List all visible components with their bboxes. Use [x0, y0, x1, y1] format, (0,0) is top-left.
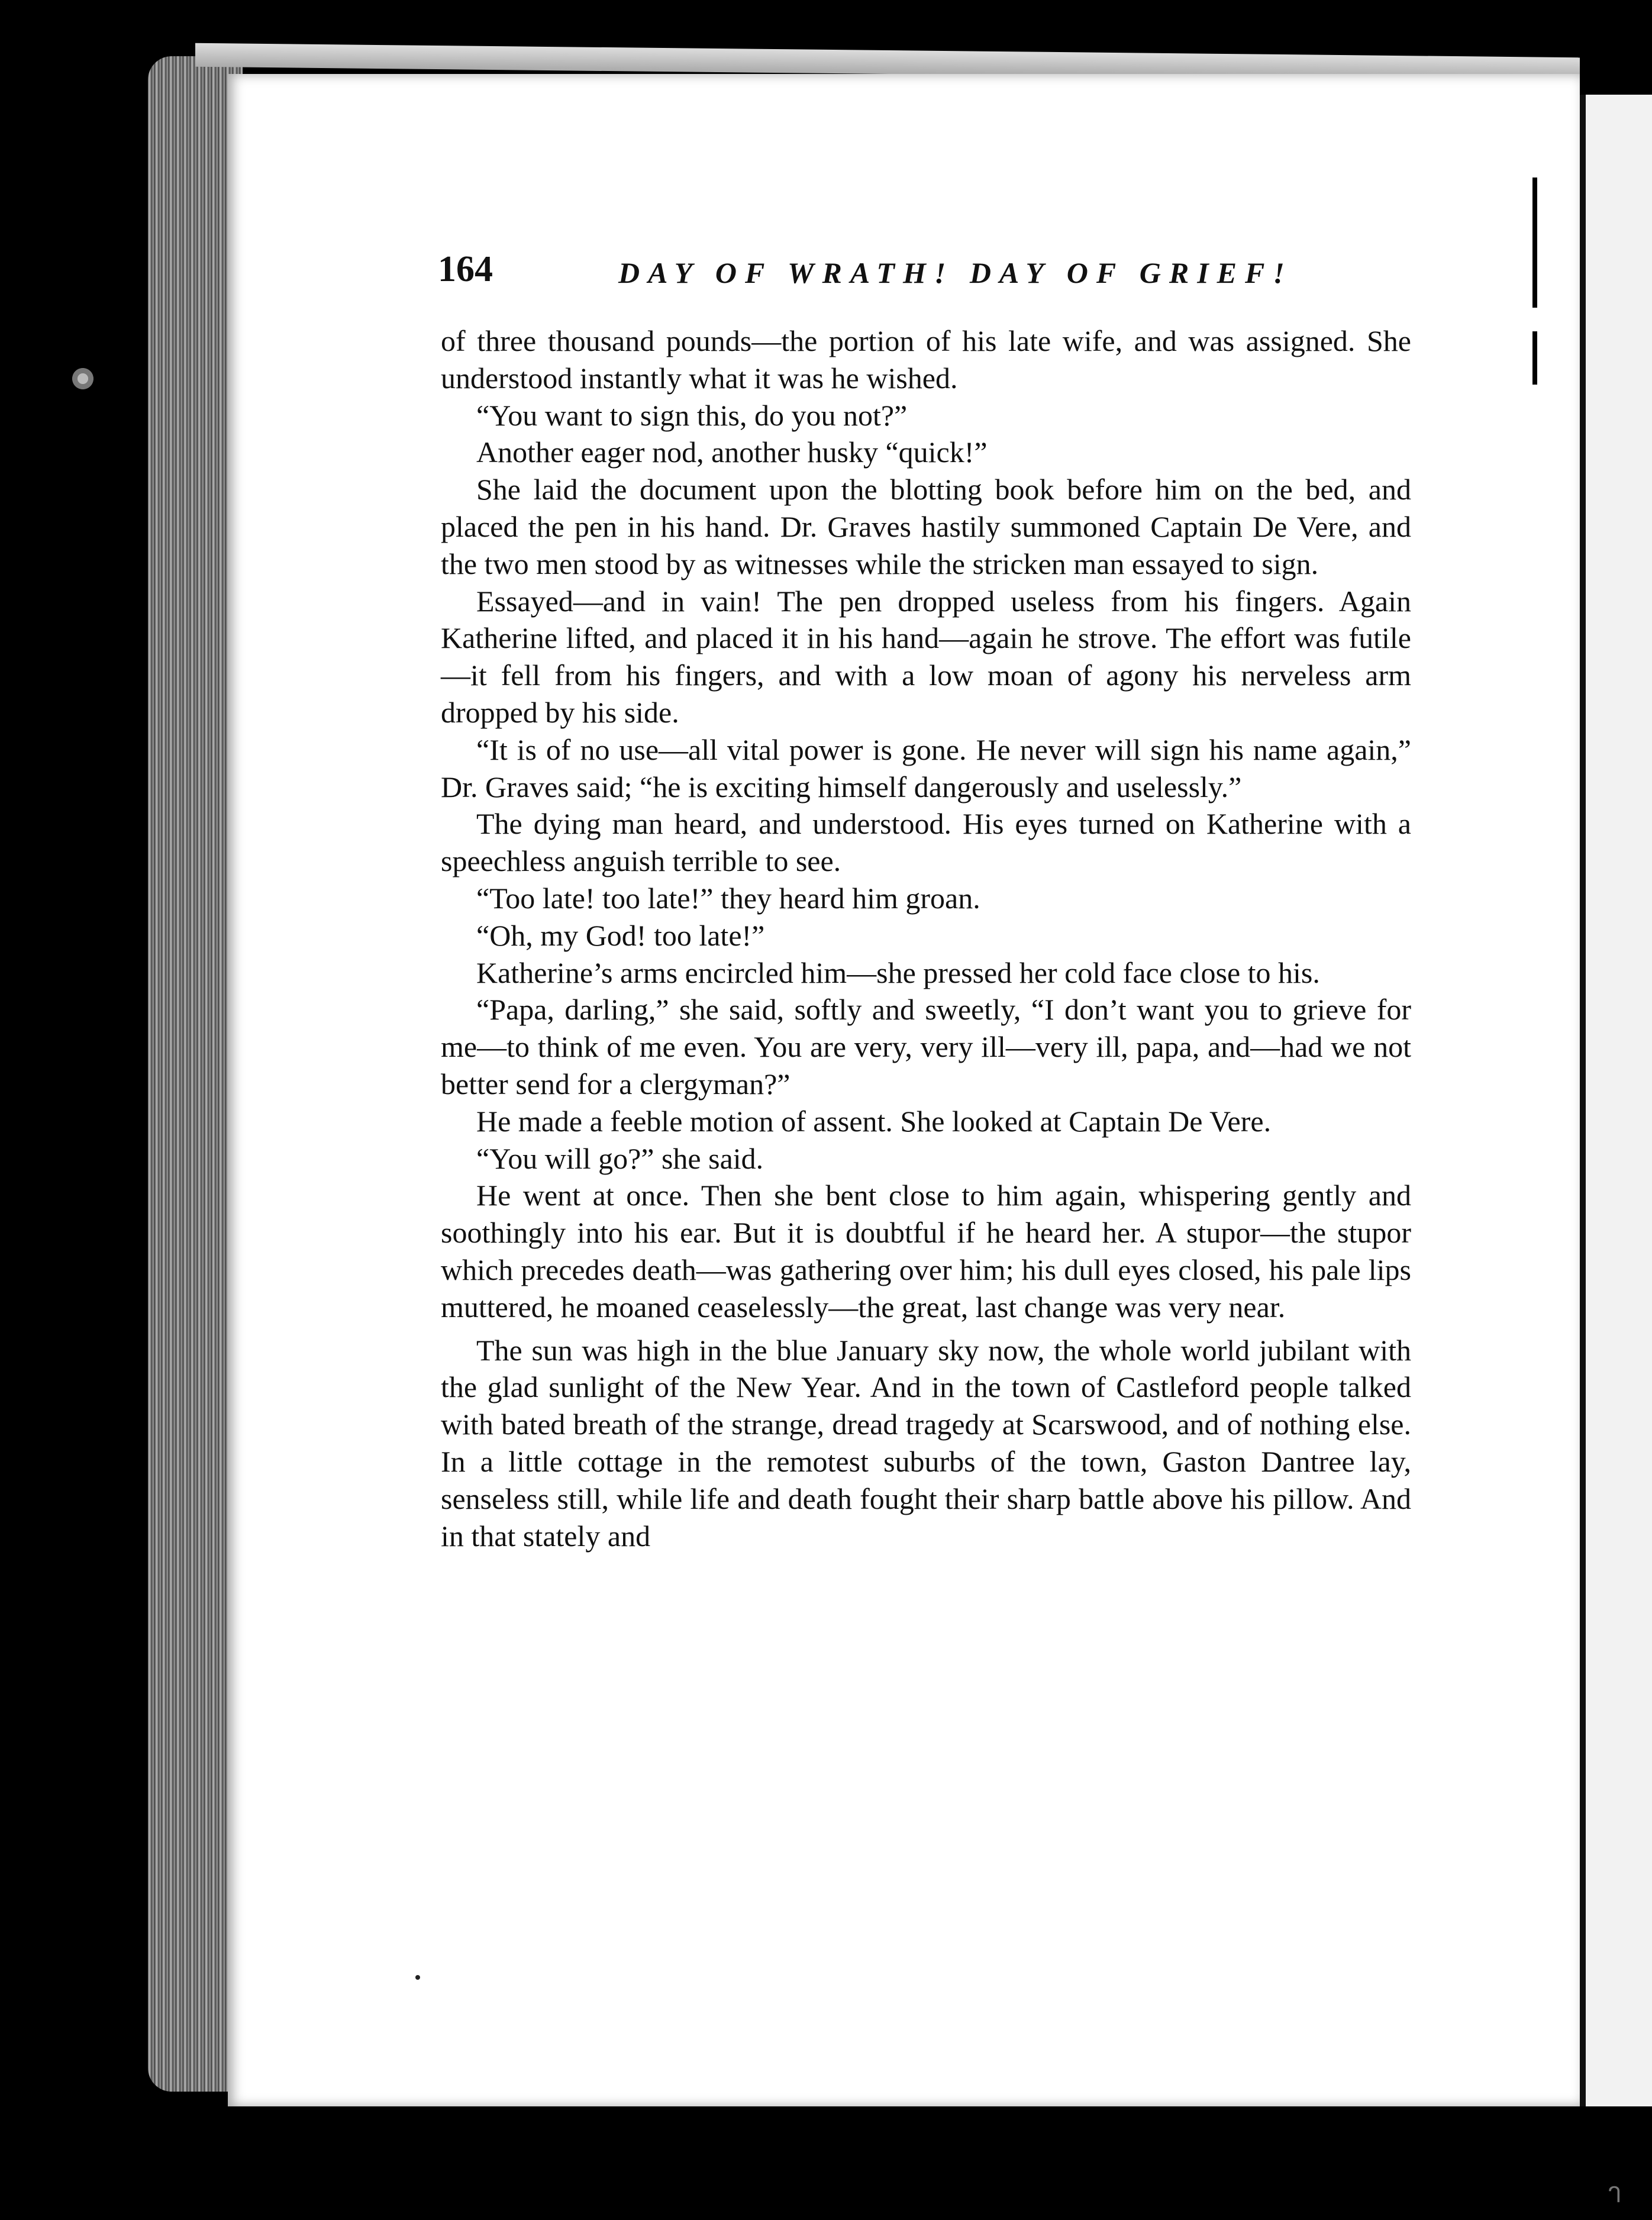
scan-artifact: ᒉ: [1608, 2183, 1622, 2208]
running-head: [438, 249, 1414, 302]
paragraph: “You will go?” she said.: [476, 1141, 764, 1175]
paragraph: Katherine’s arms encircled him—she pressed her cold face close to his.: [476, 956, 1320, 989]
ink-speck: [415, 1975, 420, 1980]
paragraph: “You want to sign this, do you not?”: [476, 398, 908, 432]
paragraph: Essayed—and in vain! The pen dropped useless from his fingers. Again Katherine lifted, and placed it in his hand—again he strove. The effort was futile—it fell from his fingers, and with a low moan of agony his nerveless arm dropped by his side.: [441, 584, 1411, 729]
paragraph: She laid the document upon the blotting book before him on the bed, and placed the pen in his hand. Dr. Graves hastily summoned Captain De Vere, and the two men stood by as witnesses while the stricken man essayed to sign.: [441, 473, 1411, 580]
paragraph: “Papa, darling,” she said, softly and sweetly, “I don’t want you to grieve for me—to think of me even. You are very, very ill—very ill, papa, and—had we not better send for a clergyman?”: [441, 993, 1411, 1101]
paragraph: Another eager nod, another husky “quick!”: [476, 435, 988, 469]
paragraph: “It is of no use—all vital power is gone. He never will sign his name again,” Dr. Graves said; “he is exciting himself dangerously and uselessly.”: [441, 733, 1411, 804]
running-title: DAY OF WRATH! DAY OF GRIEF!: [618, 256, 1293, 289]
page-text: [441, 322, 1411, 1554]
paragraph: “Too late! too late!” they heard him groan.: [476, 881, 980, 915]
binding-mark: [70, 367, 96, 391]
page-edge-shadow: [1532, 178, 1537, 308]
paragraph: He went at once. Then she bent close to him again, whispering gently and soothingly into his ear. But it is doubtful if he heard her. A stupor—the stupor which precedes death—was gathering over him; his dull eyes closed, his pale lips muttered, he moaned ceaselessly—the great, last change was very near.: [441, 1179, 1411, 1324]
page-edge-shadow: [1532, 331, 1537, 385]
paragraph: He made a feeble motion of assent. She looked at Captain De Vere.: [476, 1104, 1272, 1138]
paragraph: The sun was high in the blue January sky now, the whole world jubilant with the glad sunlight of the New Year. And in the town of Castleford people talked with bated breath of the strange, dread tragedy at Scarswood, and of nothing else. In a little cottage in the remotest suburbs of the town, Gaston Dantree lay, senseless still, while life and death fought their sharp battle above his pillow. And in that stately and: [441, 1333, 1411, 1553]
paragraph: The dying man heard, and understood. His eyes turned on Katherine with a speechless anguish terrible to see.: [441, 807, 1411, 878]
facing-page-edge: [1580, 95, 1652, 2106]
page-number: 164: [438, 249, 493, 289]
paragraph: of three thousand pounds—the portion of his late wife, and was assigned. She understood instantly what it was he wished.: [441, 324, 1411, 395]
paragraph: “Oh, my God! too late!”: [476, 918, 765, 952]
